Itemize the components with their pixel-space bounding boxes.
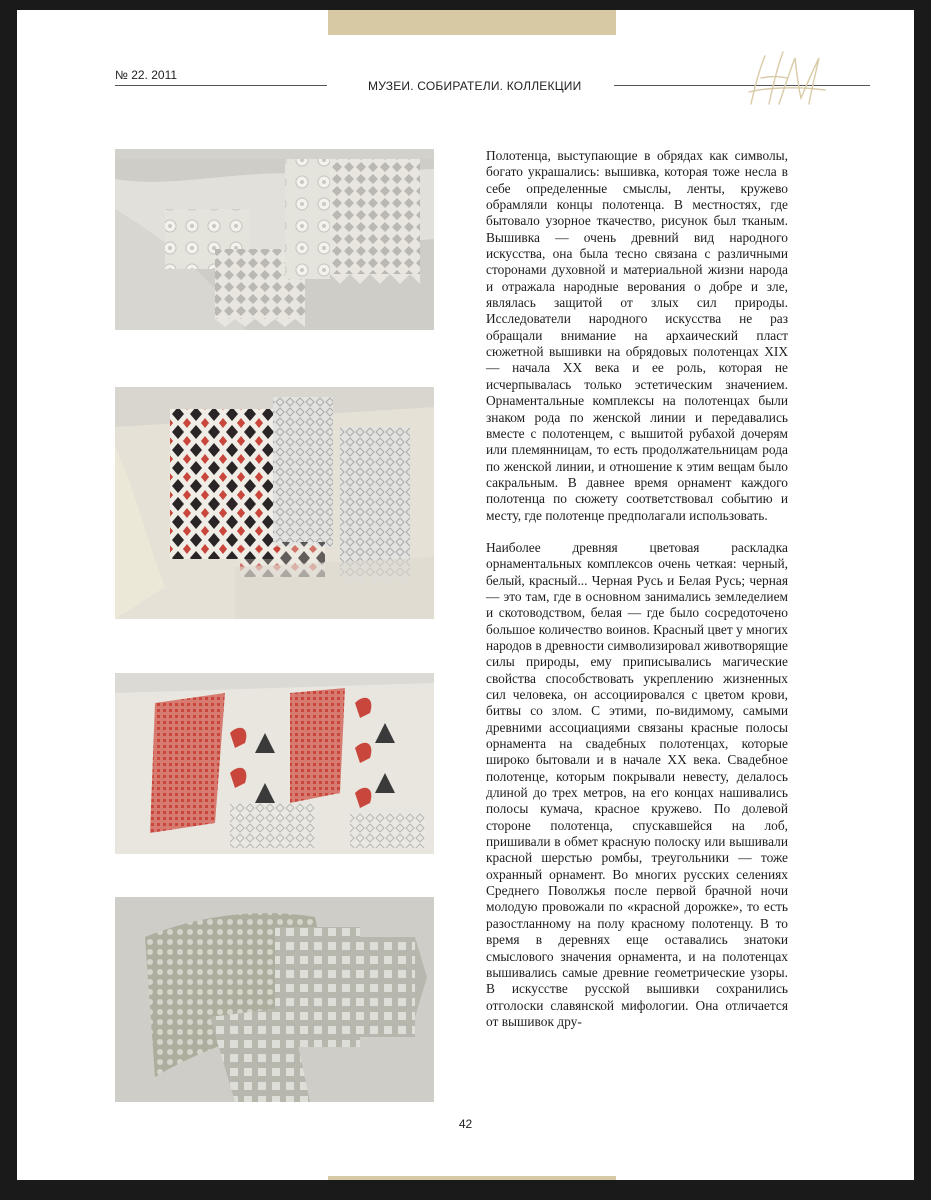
- top-accent-tab: [328, 10, 616, 35]
- issue-number: № 22. 2011: [115, 68, 178, 82]
- page-number: 42: [458, 1117, 473, 1131]
- header-rule-left: [115, 85, 327, 86]
- article-paragraph: Наиболее древняя цветовая раскладка орнаментальных комплексов очень четкая: черный, белый, красный... Черная Русь и Белая Русь; черная — это там, где в основном занимались земледелием и скотоводством, белая — где было сосредоточено большое количество воинов. Красный цвет у многих народов в древности символизировал животворящие силы природы, ему приписывались магические свойства способствовать укреплению жизненных сил человека, он ассоциировался с цветом крови, битвы со злом. С этими, по-видимому, самыми древними ассоциациями связаны красные полосы орнамента на свадебных полотенцах, которые широко бытовали и в начале XX века. Свадебное полотенце, которым покрывали невесту, делалось длиной до трех метров, на его концах нашивались полосы кумача, красное кружево. По долевой стороне полотенца, спускавшейся на лоб, пришивали в обмет красную полоску или вышивали красной шерстью ромбы, треугольники — тоже охранный орнамент. Во многих русских селениях Среднего Поволжья после первой брачной ночи молодую провожали по «красной дорожке», то есть разостланному на полу красному полотенцу. В то время в деревнях еще оставались знатоки смыслового значения орнамента, и на полотенцах вышивались самые древние геометрические узоры. В искусстве русской вышивки сохранились отголоски славянской мифологии. Она отличается от вышивок дру-: [486, 539, 788, 1029]
- bottom-accent-tab: [328, 1176, 616, 1180]
- towel-crochet-photo: [115, 897, 434, 1102]
- towel-red-embroidery-photo: [115, 673, 434, 854]
- article-text: [486, 148, 788, 1030]
- towel-embroidery-photo: [115, 387, 434, 619]
- section-title: МУЗЕИ. СОБИРАТЕЛИ. КОЛЛЕКЦИИ: [368, 79, 582, 93]
- header-rule-right: [614, 85, 870, 86]
- article-paragraph: Полотенца, выступающие в обрядах как символы, богато украшались: вышивка, которая тоже несла в себе определенные смыслы, ленты, кружево обрамляли концы полотенца. В местностях, где бытовало узорное ткачество, рисунок был тканым. Вышивка — очень древний вид народного искусства, она была тесно связана с различными сторонами духовной и материальной жизни народа и отражала народные верования о добре и зле, являлась защитой от злых сил природы. Исследователи народного искусства не раз обращали внимание на архаический пласт сюжетной вышивки на обрядовых полотенцах XIX — начала XX века и ее роль, которая не исчерпывалась только эстетическим значением. Орнаментальные комплексы на полотенцах были знаком рода по женской линии и передавались вместе с полотенцем, с вышитой рубахой дочерям или племянницам, то есть продолжательницам рода по женской линии, и отношение к этим вещам было сакральным. В давнее время орнамент каждого полотенца по сюжету соответствовал событию и месту, где полотенце предполагали использовать.: [486, 148, 788, 523]
- monogram-logo-icon: [745, 46, 827, 110]
- magazine-page: [17, 10, 914, 1180]
- towel-lace-photo: [115, 149, 434, 330]
